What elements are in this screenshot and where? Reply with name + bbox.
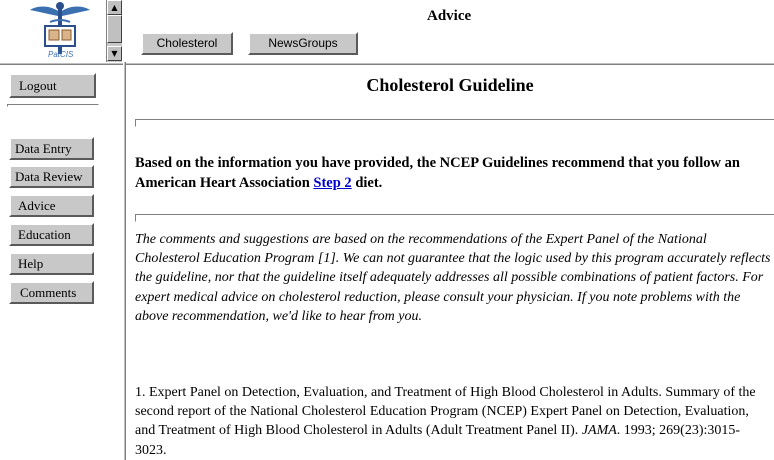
- tab-newsgroups[interactable]: NewsGroups: [248, 32, 358, 55]
- nav-frame: [0, 65, 123, 460]
- nav-education-button[interactable]: Education: [9, 223, 94, 246]
- top-frame: [126, 0, 774, 62]
- main-frame: [126, 65, 774, 460]
- disclaimer-text: The comments and suggestions are based on the recommendations of the Expert Panel of the National Cholesterol Education Program [1]. We can not guarantee that the logic used by this program accurately reflects the guideline, nor that the guideline itself adequately addresses all possible combinations of patient factors. For expert medical advice on cholesterol reduction, please consult your physician. If you note problems with the above recommendation, we'd like to hear from you.: [135, 232, 771, 324]
- page-title: Cholesterol Guideline: [366, 75, 534, 95]
- reference-text-after: . 1993; 269(23):3015-3023.: [135, 423, 741, 458]
- nav-comments-button[interactable]: Comments: [9, 281, 94, 304]
- nav-advice-button[interactable]: Advice: [9, 194, 94, 217]
- logo-text: PatCIS: [48, 50, 74, 59]
- nav-data-entry-button[interactable]: Data Entry: [9, 137, 94, 160]
- reference-journal: JAMA: [581, 423, 617, 439]
- recommendation-text-before: Based on the information you have provided, the NCEP Guidelines recommend that you follow an American Heart Association: [135, 155, 740, 191]
- nav-help-button[interactable]: Help: [9, 252, 94, 275]
- scroll-thumb[interactable]: [107, 15, 122, 43]
- reference-text-before: 1. Expert Panel on Detection, Evaluation, and Treatment of High Blood Cholesterol in Adults. Summary of the second report of the National Cholesterol Education Program (NCEP) Expert Panel on Detection, Evaluation, and Treatment of High Blood Cholesterol in Adults (Adult Treatment Panel II).: [135, 385, 756, 439]
- nav-separator: [7, 104, 99, 107]
- reference-citation: [135, 383, 771, 460]
- horizontal-rule: [135, 214, 774, 222]
- recommendation-text: [135, 153, 773, 193]
- step-2-link[interactable]: Step 2: [313, 175, 352, 191]
- nav-data-review-button[interactable]: Data Review: [9, 165, 94, 188]
- tab-cholesterol[interactable]: Cholesterol: [141, 32, 233, 55]
- logo-scrollbar[interactable]: [106, 0, 122, 62]
- recommendation-text-after: diet.: [351, 175, 383, 191]
- scroll-up-arrow-icon[interactable]: ▲: [107, 0, 122, 15]
- logout-button[interactable]: Logout: [9, 73, 96, 98]
- page-heading: Advice: [427, 8, 472, 24]
- logo-frame: [0, 0, 124, 62]
- horizontal-rule: [135, 119, 774, 127]
- scroll-down-arrow-icon[interactable]: ▼: [107, 46, 122, 61]
